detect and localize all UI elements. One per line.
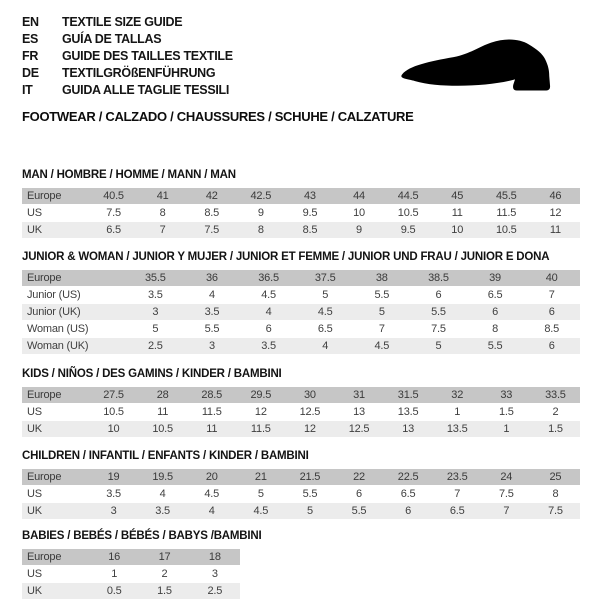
size-cell: 19.5 — [138, 469, 187, 486]
size-cell: 36.5 — [240, 270, 297, 287]
size-cell: 23.5 — [433, 469, 482, 486]
language-code: FR — [22, 49, 39, 63]
size-cell: 10 — [433, 222, 482, 239]
size-cell: 2 — [139, 566, 189, 583]
section-babies — [22, 529, 578, 600]
size-cell: 3.5 — [184, 304, 241, 321]
size-cell: 11.5 — [236, 421, 285, 438]
size-cell: 38 — [354, 270, 411, 287]
size-cell: 3 — [190, 566, 240, 583]
size-cell: 6.5 — [384, 486, 433, 503]
size-cell: 21.5 — [285, 469, 334, 486]
size-cell: 45.5 — [482, 188, 531, 205]
size-cell: 5.5 — [285, 486, 334, 503]
size-cell: 4.5 — [297, 304, 354, 321]
section-title: BABIES / BEBÉS / BÉBÉS / BABYS /BAMBINI — [22, 530, 262, 542]
size-cell: 24 — [482, 469, 531, 486]
section-title: CHILDREN / INFANTIL / ENFANTS / KINDER / BAMBINI — [22, 450, 309, 462]
size-table-children — [22, 469, 580, 520]
row-label: Europe — [22, 549, 89, 566]
size-cell: 31.5 — [384, 387, 433, 404]
size-cell: 4 — [240, 304, 297, 321]
size-cell: 6.5 — [467, 287, 524, 304]
size-cell: 6.5 — [89, 222, 138, 239]
size-cell: 0.5 — [89, 583, 139, 600]
size-cell: 7.5 — [482, 486, 531, 503]
row-label: US — [22, 486, 89, 503]
size-cell: 21 — [236, 469, 285, 486]
size-cell: 12 — [531, 205, 580, 222]
size-cell: 13.5 — [384, 404, 433, 421]
language-code: DE — [22, 66, 39, 80]
section-kids — [22, 367, 578, 438]
language-code: EN — [22, 15, 39, 29]
row-label: Junior (US) — [22, 287, 127, 304]
size-cell: 13 — [334, 404, 383, 421]
size-cell: 35.5 — [127, 270, 184, 287]
size-cell: 7.5 — [89, 205, 138, 222]
table-row — [22, 287, 580, 304]
size-cell: 12.5 — [334, 421, 383, 438]
size-cell: 12 — [236, 404, 285, 421]
language-code: IT — [22, 83, 33, 97]
size-cell: 5 — [297, 287, 354, 304]
size-cell: 6 — [410, 287, 467, 304]
size-cell: 5.5 — [354, 287, 411, 304]
size-cell: 12 — [285, 421, 334, 438]
size-cell: 8.5 — [523, 321, 580, 338]
row-label: UK — [22, 503, 89, 520]
size-cell: 7 — [138, 222, 187, 239]
size-cell: 11 — [138, 404, 187, 421]
row-label: US — [22, 566, 89, 583]
size-cell: 5.5 — [410, 304, 467, 321]
table-row — [22, 421, 580, 438]
size-cell: 7.5 — [531, 503, 580, 520]
size-cell: 9.5 — [384, 222, 433, 239]
size-cell: 25 — [531, 469, 580, 486]
size-cell: 5 — [236, 486, 285, 503]
size-cell: 28.5 — [187, 387, 236, 404]
size-cell: 11 — [187, 421, 236, 438]
table-row — [22, 404, 580, 421]
size-cell: 5 — [410, 338, 467, 355]
dress-shoe-icon — [392, 20, 580, 108]
size-cell: 11 — [531, 222, 580, 239]
size-cell: 11.5 — [482, 205, 531, 222]
size-cell: 5.5 — [467, 338, 524, 355]
size-cell: 8 — [138, 205, 187, 222]
size-cell: 32 — [433, 387, 482, 404]
row-label: Europe — [22, 387, 89, 404]
size-cell: 30 — [285, 387, 334, 404]
table-row — [22, 222, 580, 239]
table-row — [22, 503, 580, 520]
size-cell: 4.5 — [354, 338, 411, 355]
size-cell: 2.5 — [190, 583, 240, 600]
size-cell: 10.5 — [384, 205, 433, 222]
size-cell: 1.5 — [482, 404, 531, 421]
size-cell: 7 — [354, 321, 411, 338]
category-title: FOOTWEAR / CALZADO / CHAUSSURES / SCHUHE / CALZATURE — [22, 109, 414, 124]
size-cell: 40.5 — [89, 188, 138, 205]
row-label: Junior (UK) — [22, 304, 127, 321]
row-label: US — [22, 205, 89, 222]
table-row — [22, 338, 580, 355]
size-cell: 4 — [297, 338, 354, 355]
table-row — [22, 583, 240, 600]
row-label: Europe — [22, 270, 127, 287]
size-cell: 33 — [482, 387, 531, 404]
size-cell: 6.5 — [433, 503, 482, 520]
size-cell: 2 — [531, 404, 580, 421]
size-cell: 8.5 — [187, 205, 236, 222]
size-cell: 8 — [467, 321, 524, 338]
size-cell: 10 — [334, 205, 383, 222]
section-title: MAN / HOMBRE / HOMME / MANN / MAN — [22, 169, 236, 181]
size-cell: 5 — [285, 503, 334, 520]
size-cell: 22.5 — [384, 469, 433, 486]
size-cell: 4.5 — [236, 503, 285, 520]
section-children — [22, 449, 578, 520]
size-cell: 28 — [138, 387, 187, 404]
table-row — [22, 486, 580, 503]
language-label: TEXTILE SIZE GUIDE — [62, 15, 183, 29]
size-cell: 37.5 — [297, 270, 354, 287]
size-cell: 10 — [89, 421, 138, 438]
table-row — [22, 270, 580, 287]
size-table-babies — [22, 549, 240, 600]
size-cell: 45 — [433, 188, 482, 205]
size-cell: 40 — [523, 270, 580, 287]
row-label: Europe — [22, 188, 89, 205]
section-title: JUNIOR & WOMAN / JUNIOR Y MUJER / JUNIOR ET FEMME / JUNIOR UND FRAU / JUNIOR E DONA — [22, 251, 550, 263]
row-label: Woman (US) — [22, 321, 127, 338]
size-cell: 4 — [138, 486, 187, 503]
size-cell: 6 — [384, 503, 433, 520]
size-cell: 11.5 — [187, 404, 236, 421]
row-label: Europe — [22, 469, 89, 486]
size-cell: 18 — [190, 549, 240, 566]
size-cell: 38.5 — [410, 270, 467, 287]
size-cell: 3.5 — [240, 338, 297, 355]
section-man — [22, 168, 578, 239]
row-label: US — [22, 404, 89, 421]
table-row — [22, 469, 580, 486]
size-cell: 4.5 — [240, 287, 297, 304]
language-code: ES — [22, 32, 39, 46]
size-cell: 10.5 — [89, 404, 138, 421]
size-cell: 42 — [187, 188, 236, 205]
size-cell: 5 — [127, 321, 184, 338]
size-cell: 44.5 — [384, 188, 433, 205]
size-table-junior-woman — [22, 270, 580, 355]
size-cell: 6 — [467, 304, 524, 321]
size-cell: 31 — [334, 387, 383, 404]
size-cell: 10.5 — [482, 222, 531, 239]
size-cell: 7.5 — [187, 222, 236, 239]
size-cell: 33.5 — [531, 387, 580, 404]
size-cell: 22 — [334, 469, 383, 486]
table-row — [22, 205, 580, 222]
table-row — [22, 387, 580, 404]
table-row — [22, 304, 580, 321]
size-table-man — [22, 188, 580, 239]
size-cell: 4 — [184, 287, 241, 304]
size-cell: 19 — [89, 469, 138, 486]
language-label: GUIDE DES TAILLES TEXTILE — [62, 49, 233, 63]
row-label: UK — [22, 421, 89, 438]
size-cell: 13 — [384, 421, 433, 438]
size-cell: 7 — [482, 503, 531, 520]
size-cell: 1.5 — [139, 583, 189, 600]
size-cell: 7 — [433, 486, 482, 503]
size-cell: 46 — [531, 188, 580, 205]
size-cell: 5.5 — [184, 321, 241, 338]
size-cell: 16 — [89, 549, 139, 566]
size-cell: 9.5 — [285, 205, 334, 222]
size-cell: 9 — [236, 205, 285, 222]
size-cell: 17 — [139, 549, 189, 566]
size-table-kids — [22, 387, 580, 438]
size-cell: 6 — [240, 321, 297, 338]
size-cell: 3.5 — [127, 287, 184, 304]
size-cell: 4.5 — [187, 486, 236, 503]
size-cell: 3.5 — [89, 486, 138, 503]
size-cell: 20 — [187, 469, 236, 486]
size-cell: 3 — [89, 503, 138, 520]
table-row — [22, 549, 240, 566]
size-cell: 3 — [127, 304, 184, 321]
size-cell: 12.5 — [285, 404, 334, 421]
size-cell: 42.5 — [236, 188, 285, 205]
size-cell: 36 — [184, 270, 241, 287]
row-label: UK — [22, 583, 89, 600]
size-cell: 8 — [236, 222, 285, 239]
size-cell: 3.5 — [138, 503, 187, 520]
size-cell: 7.5 — [410, 321, 467, 338]
size-cell: 5 — [354, 304, 411, 321]
row-label: UK — [22, 222, 89, 239]
section-title: KIDS / NIÑOS / DES GAMINS / KINDER / BAMBINI — [22, 368, 282, 380]
size-cell: 8 — [531, 486, 580, 503]
size-cell: 1.5 — [531, 421, 580, 438]
size-cell: 8.5 — [285, 222, 334, 239]
table-row — [22, 566, 240, 583]
row-label: Woman (UK) — [22, 338, 127, 355]
size-cell: 41 — [138, 188, 187, 205]
size-cell: 6.5 — [297, 321, 354, 338]
language-label: TEXTILGRÖßENFÜHRUNG — [62, 66, 216, 80]
section-junior-woman — [22, 250, 578, 355]
size-cell: 1 — [89, 566, 139, 583]
size-cell: 6 — [523, 338, 580, 355]
size-cell: 43 — [285, 188, 334, 205]
size-cell: 1 — [482, 421, 531, 438]
size-cell: 11 — [433, 205, 482, 222]
size-cell: 44 — [334, 188, 383, 205]
table-row — [22, 188, 580, 205]
size-cell: 39 — [467, 270, 524, 287]
table-row — [22, 321, 580, 338]
language-label: GUÍA DE TALLAS — [62, 32, 162, 46]
size-cell: 6 — [334, 486, 383, 503]
size-cell: 1 — [433, 404, 482, 421]
size-cell: 7 — [523, 287, 580, 304]
size-cell: 2.5 — [127, 338, 184, 355]
size-cell: 3 — [184, 338, 241, 355]
size-cell: 13.5 — [433, 421, 482, 438]
size-cell: 4 — [187, 503, 236, 520]
size-cell: 27.5 — [89, 387, 138, 404]
size-cell: 6 — [523, 304, 580, 321]
size-cell: 9 — [334, 222, 383, 239]
size-cell: 10.5 — [138, 421, 187, 438]
size-cell: 5.5 — [334, 503, 383, 520]
language-label: GUIDA ALLE TAGLIE TESSILI — [62, 83, 230, 97]
size-cell: 29.5 — [236, 387, 285, 404]
